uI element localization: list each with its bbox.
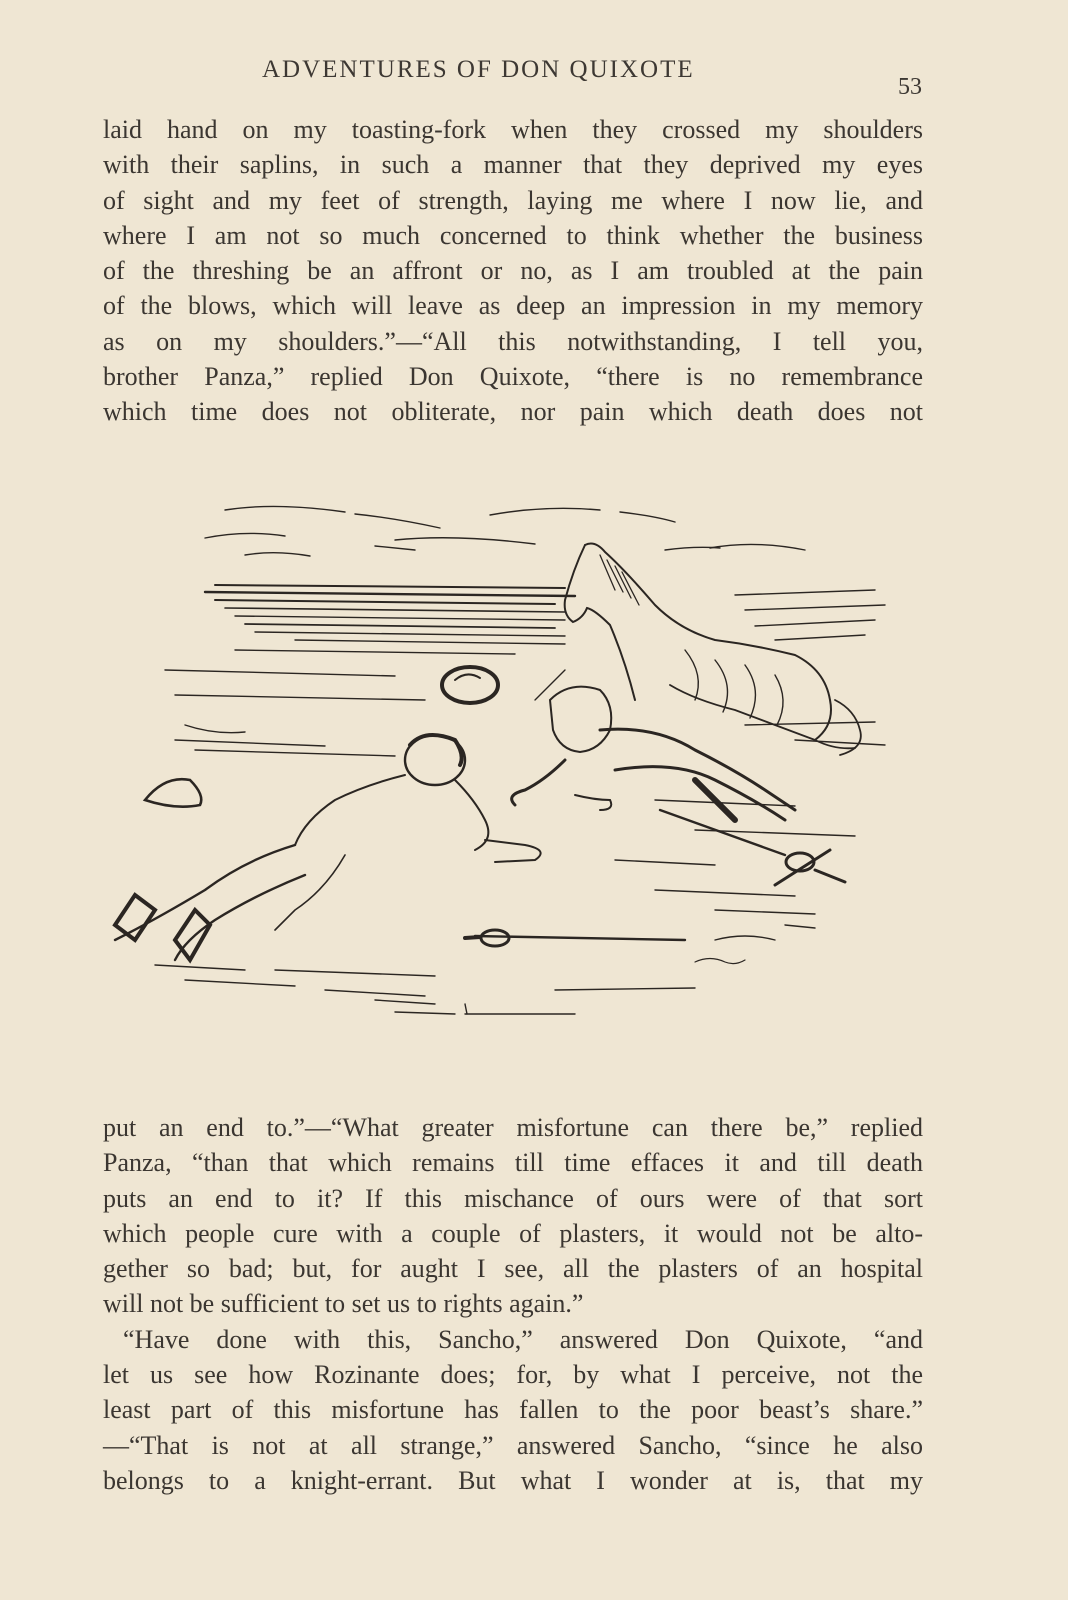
text-line: which time does not obliterate, nor pain which death does not xyxy=(103,397,923,427)
text-line: of the blows, which will leave as deep an impression in my memory xyxy=(103,291,923,321)
top-paragraph xyxy=(103,112,923,430)
text-line: gether so bad; but, for aught I see, all the plasters of an hospital xyxy=(103,1254,923,1284)
text-line: laid hand on my toasting-fork when they crossed my shoulders xyxy=(103,115,923,144)
text-line: put an end to.”—“What greater misfortune can there be,” replied xyxy=(103,1113,923,1142)
text-line: which people cure with a couple of plasters, it would not be alto- xyxy=(103,1218,923,1248)
engraving-illustration xyxy=(95,500,895,1045)
text-line: will not be sufficient to set us to rights again.” xyxy=(103,1289,584,1319)
text-line: least part of this misfortune has fallen to the poor beast’s share.” xyxy=(103,1395,923,1425)
running-head: ADVENTURES OF DON QUIXOTE xyxy=(262,56,695,83)
text-line: where I am not so much concerned to think whether the business xyxy=(103,220,923,250)
text-line: puts an end to it? If this mischance of ours were of that sort xyxy=(103,1183,923,1213)
text-line: —“That is not at all strange,” answered Sancho, “since he also xyxy=(103,1430,923,1460)
page-number: 53 xyxy=(898,74,922,100)
text-line: of sight and my feet of strength, laying me where I now lie, and xyxy=(103,185,923,215)
text-line: belongs to a knight-errant. But what I wonder at is, that my xyxy=(103,1465,923,1495)
bottom-paragraph xyxy=(103,1110,923,1498)
text-line: “Have done with this, Sancho,” answered Don Quixote, “and xyxy=(123,1324,923,1354)
text-line: brother Panza,” replied Don Quixote, “there is no remembrance xyxy=(103,362,923,392)
text-line: let us see how Rozinante does; for, by what I perceive, not the xyxy=(103,1360,923,1390)
text-line: of the threshing be an affront or no, as I am troubled at the pain xyxy=(103,256,923,286)
text-line: Panza, “than that which remains till time effaces it and till death xyxy=(103,1148,923,1178)
text-line: with their saplins, in such a manner that they deprived my eyes xyxy=(103,150,923,180)
engraving-drawing xyxy=(95,500,895,1045)
page-header xyxy=(0,56,1068,100)
text-line: as on my shoulders.”—“All this notwithstanding, I tell you, xyxy=(103,326,923,356)
